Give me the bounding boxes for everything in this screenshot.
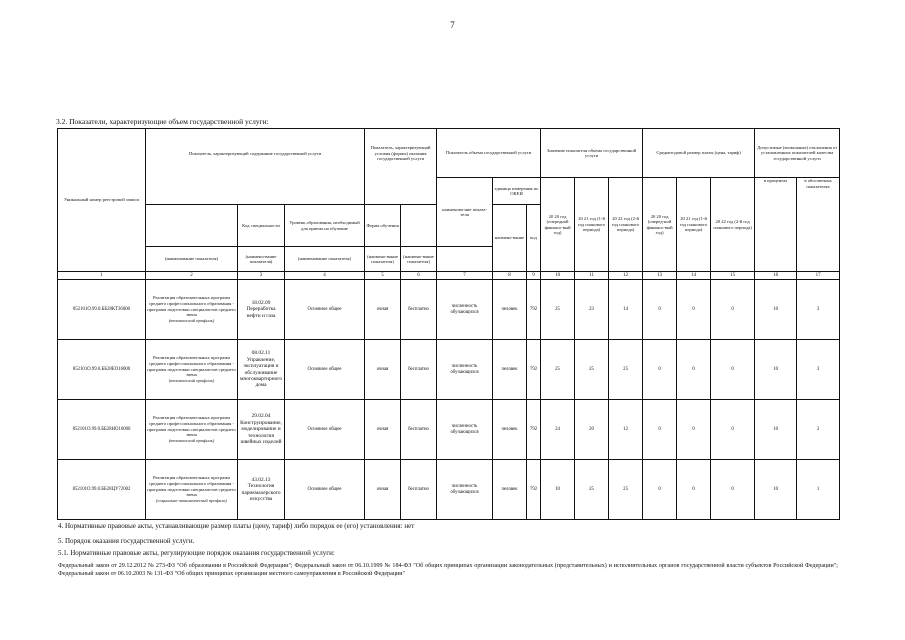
- row-profile: (социально-экономический профиль): [156, 498, 227, 504]
- row-fee-plan1: 0: [677, 280, 711, 340]
- row-deviation-percent: 10: [755, 340, 797, 400]
- row-deviation-absolute: 2: [797, 400, 840, 460]
- row-deviation-percent: 10: [755, 460, 797, 520]
- header-spacer: [365, 178, 437, 205]
- header-fee-plan2: 20 22 год (2-й год планового периода): [711, 178, 755, 272]
- row-registry-number: 852101О.99.0.ББ28ЕО16000: [58, 340, 146, 400]
- header-col-form: Форма обучения: [365, 205, 401, 247]
- row-specialty-code: 43.02.13 Технология парикмахерского искусства: [238, 460, 285, 520]
- row-value-plan1: 25: [575, 340, 609, 400]
- footer-laws-text: Федеральный закон от 29.12.2012 № 273-ФЗ "Об образовании в Российской Федерации"; Федеральный закон от 06.10.1999 № 184-ФЗ "Об общих принципах организации законодательных (представительных) и исполнительных органов государственной власти субъектов Российской Федерации"; Федеральный закон от 06.10.2003 № 131-ФЗ "Об общих принципах организации местного самоуправления в Российской Федерации": [58, 563, 838, 578]
- col-number: 10: [541, 272, 575, 280]
- row-deviation-absolute: 3: [797, 280, 840, 340]
- header-unit-code: код: [527, 205, 541, 272]
- row-okei-code: 792: [527, 340, 541, 400]
- header-label-name: (наимено-вание показателя): [401, 247, 437, 272]
- row-registry-number: 852101О.99.0.ББ28ЦУ72002: [58, 460, 146, 520]
- row-value-current: 10: [541, 460, 575, 520]
- row-registry-number: 852101О.99.0.ББ28КТ36000: [58, 280, 146, 340]
- row-value-current: 25: [541, 340, 575, 400]
- row-fee-plan2: 0: [711, 400, 755, 460]
- header-content-group: Показатель, характеризующий содержание государственной услуги: [146, 129, 365, 178]
- row-indicator-name: численность обучающихся: [437, 460, 493, 520]
- header-volume-group: Показатель объема государственной услуги: [437, 129, 541, 178]
- header-fee-plan1: 20 21 год (1-й год планового периода): [677, 178, 711, 272]
- row-unit: человек: [493, 400, 527, 460]
- row-value-plan2: 25: [609, 340, 643, 400]
- header-label-name: (наименование показателя): [146, 247, 238, 272]
- col-number: 16: [755, 272, 797, 280]
- row-value-plan2: 25: [609, 460, 643, 520]
- footer-item-5-1: 5.1. Нормативные правовые акты, регулирующие порядок оказания государственной услуги:: [58, 549, 335, 557]
- col-number: 5: [365, 272, 401, 280]
- row-unit: человек: [493, 340, 527, 400]
- row-registry-number: 852101О.99.0.ББ28НО16000: [58, 400, 146, 460]
- col-number: 12: [609, 272, 643, 280]
- header-col-level: Уровень образования, необходимый для приема на обучение: [285, 205, 365, 247]
- row-education-level: Основное общее: [285, 460, 365, 520]
- row-okei-code: 792: [527, 460, 541, 520]
- row-profile: (технический профиль): [168, 438, 215, 444]
- row-fee-plan2: 0: [711, 340, 755, 400]
- header-label-name: (наимено-вание показателя): [238, 247, 285, 272]
- col-number: 9: [527, 272, 541, 280]
- row-study-form: очная: [365, 460, 401, 520]
- header-conditions-group: Показатель, характеризующий условия (формы) оказания государственной услуги: [365, 129, 437, 178]
- header-col-empty: [146, 205, 238, 247]
- row-fee-plan1: 0: [677, 460, 711, 520]
- row-fee-type: бесплатно: [401, 460, 437, 520]
- header-col-empty: [437, 247, 493, 272]
- header-spacer: [146, 178, 365, 205]
- row-profile: (технический профиль): [168, 318, 215, 324]
- row-fee-type: бесплатно: [401, 340, 437, 400]
- row-indicator-name: численность обучающихся: [437, 340, 493, 400]
- row-indicator-name: численность обучающихся: [437, 400, 493, 460]
- header-year-current: 20 20 год (очередной финансо-вый год): [541, 178, 575, 272]
- row-fee-current: 0: [643, 280, 677, 340]
- row-unit: человек: [493, 460, 527, 520]
- col-number: 13: [643, 272, 677, 280]
- volume-indicators-table: [57, 128, 840, 520]
- header-unit-okei: единица измерения по ОКЕИ: [493, 178, 541, 205]
- row-specialty-code: 08.02.11 Управление, эксплуатация и обслуживание многоквартирного дома: [238, 340, 285, 400]
- row-fee-current: 0: [643, 340, 677, 400]
- header-in-percent: в процентах: [755, 178, 797, 272]
- page-number: 7: [450, 20, 455, 30]
- row-fee-plan1: 0: [677, 340, 711, 400]
- row-fee-type: бесплатно: [401, 400, 437, 460]
- row-program-name: Реализация образовательных программ среднего профессионального образования - программ подготовки специалистов среднего звена: [147, 295, 236, 318]
- row-program-name: Реализация образовательных программ среднего профессионального образования - программ подготовки специалистов среднего звена: [147, 475, 236, 498]
- row-education-level: Основное общее: [285, 340, 365, 400]
- row-deviation-percent: 10: [755, 280, 797, 340]
- row-value-current: 25: [541, 280, 575, 340]
- row-okei-code: 792: [527, 280, 541, 340]
- header-year-plan1: 20 21 год (1-й год планового периода): [575, 178, 609, 272]
- row-fee-plan2: 0: [711, 460, 755, 520]
- col-number: 2: [146, 272, 238, 280]
- header-col-code: Код специальности: [238, 205, 285, 247]
- row-study-form: очная: [365, 400, 401, 460]
- header-indicator-name: наименова-ние показа-теля: [437, 178, 493, 247]
- header-unique-number: Уникальный номер реестровой записи: [58, 129, 146, 272]
- section-title: 3.2. Показатели, характеризующие объем государственной услуги:: [56, 117, 269, 126]
- footer-item-5: 5. Порядок оказания государственной услуги.: [58, 537, 195, 545]
- footer-item-4: 4. Нормативные правовые акты, устанавливающие размер платы (цену, тариф) либо порядок ее (его) установления: нет: [58, 522, 415, 530]
- row-fee-current: 0: [643, 460, 677, 520]
- col-number: 15: [711, 272, 755, 280]
- header-deviation-group: Допустимые (возможные) отклонения от установленных показателей качества государственной услуги: [755, 129, 840, 178]
- row-program-name: Реализация образовательных программ среднего профессионального образования - программ подготовки специалистов среднего звена: [147, 355, 236, 378]
- row-specialty-code: 18.02.09 Переработка нефти и газа: [238, 280, 285, 340]
- row-fee-type: бесплатно: [401, 280, 437, 340]
- row-value-plan2: 12: [609, 400, 643, 460]
- row-value-current: 24: [541, 400, 575, 460]
- col-number: 14: [677, 272, 711, 280]
- header-label-name: (наимено-вание показателя): [365, 247, 401, 272]
- row-deviation-percent: 10: [755, 400, 797, 460]
- row-program-name: Реализация образовательных программ среднего профессионального образования - программ подготовки специалистов среднего звена: [147, 415, 236, 438]
- row-profile: (технический профиль): [168, 378, 215, 384]
- col-number: 4: [285, 272, 365, 280]
- col-number: 7: [437, 272, 493, 280]
- row-okei-code: 792: [527, 400, 541, 460]
- col-number: 6: [401, 272, 437, 280]
- col-number: 8: [493, 272, 527, 280]
- col-number: 1: [58, 272, 146, 280]
- header-unit-name: наимено-вание: [493, 205, 527, 272]
- row-education-level: Основное общее: [285, 280, 365, 340]
- row-study-form: очная: [365, 280, 401, 340]
- header-year-plan2: 20 22 год (2-й год планового периода): [609, 178, 643, 272]
- header-label-name: (наименование показателя): [285, 247, 365, 272]
- header-in-absolute: в абсолютных показателях: [797, 178, 840, 272]
- header-value-group: Значение показателя объема государственной услуги: [541, 129, 643, 178]
- row-fee-current: 0: [643, 400, 677, 460]
- row-value-plan2: 14: [609, 280, 643, 340]
- header-fee-group: Среднегодовой размер платы (цена, тариф): [643, 129, 755, 178]
- row-deviation-absolute: 3: [797, 340, 840, 400]
- row-education-level: Основное общее: [285, 400, 365, 460]
- row-indicator-name: численность обучающихся: [437, 280, 493, 340]
- header-col-empty: [401, 205, 437, 247]
- col-number: 11: [575, 272, 609, 280]
- row-fee-plan2: 0: [711, 280, 755, 340]
- row-specialty-code: 29.02.04 Конструирование, моделирование и технология швейных изделий: [238, 400, 285, 460]
- row-value-plan1: 20: [575, 400, 609, 460]
- row-unit: человек: [493, 280, 527, 340]
- header-fee-current: 20 20 год (очеред-ной финансо-вый год): [643, 178, 677, 272]
- row-study-form: очная: [365, 340, 401, 400]
- row-value-plan1: 23: [575, 280, 609, 340]
- row-fee-plan1: 0: [677, 400, 711, 460]
- row-deviation-absolute: 1: [797, 460, 840, 520]
- row-value-plan1: 25: [575, 460, 609, 520]
- col-number: 17: [797, 272, 840, 280]
- col-number: 3: [238, 272, 285, 280]
